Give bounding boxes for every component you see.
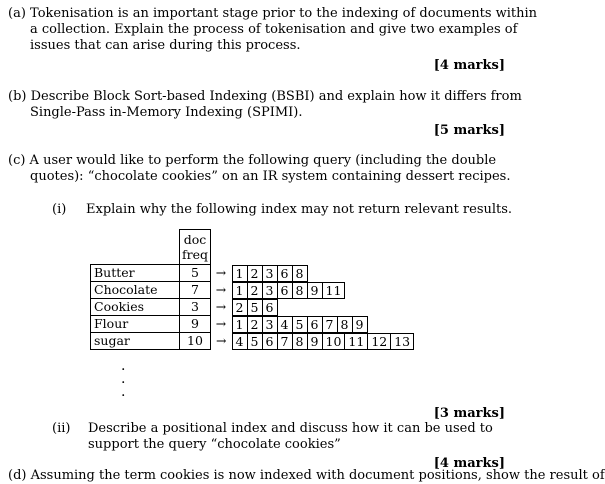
index-doc-freq: 10 (180, 333, 211, 350)
posting-doc-id: 1 (232, 316, 248, 333)
doc-freq-header (180, 230, 211, 265)
posting-doc-id: 2 (232, 299, 248, 316)
pointer-arrow-icon: → (215, 282, 227, 297)
postings-list-cell (232, 282, 415, 299)
part-a-line-1: (a) Tokenisation is an important stage prior to the indexing of documents within (8, 6, 538, 21)
part-b-marks: [5 marks] (433, 123, 505, 138)
index-header-row (91, 230, 415, 265)
postings-list (232, 265, 415, 282)
posting-doc-id: 3 (262, 316, 278, 333)
part-d-cut-off-line: (d) Assuming the term cookies is now indexed with document positions, show the result of (8, 468, 605, 483)
posting-doc-id: 1 (232, 282, 248, 299)
posting-doc-id: 13 (390, 333, 414, 350)
part-b-line-2: Single-Pass in-Memory Indexing (SPIMI). (30, 105, 303, 120)
postings-list (232, 282, 415, 299)
posting-doc-id: 8 (337, 316, 353, 333)
posting-doc-id: 6 (307, 316, 323, 333)
pointer-arrow-icon: → (215, 299, 227, 314)
index-term: Butter (91, 265, 180, 282)
part-a-line-2: a collection. Explain the process of tokenisation and give two examples of (30, 22, 518, 37)
posting-doc-id: 11 (322, 282, 346, 299)
posting-doc-id: 11 (344, 333, 368, 350)
index-doc-freq: 7 (180, 282, 211, 299)
sub-i-text: Explain why the following index may not return relevant results. (86, 202, 513, 217)
postings-list (232, 299, 415, 316)
index-term: Flour (91, 316, 180, 333)
posting-doc-id: 3 (262, 282, 278, 299)
pointer-arrow-icon: → (215, 316, 227, 331)
index-row-butter (91, 265, 415, 282)
posting-doc-id: 2 (247, 265, 263, 282)
posting-doc-id: 4 (232, 333, 248, 350)
postings-list (232, 333, 415, 350)
postings-list-cell (232, 316, 415, 333)
part-a-line-3: issues that can arise during this process. (30, 38, 301, 53)
continuation-dot-1: . (121, 358, 126, 374)
posting-doc-id: 2 (247, 282, 263, 299)
posting-doc-id: 3 (262, 265, 278, 282)
sub-ii-line-1: Describe a positional index and discuss how it can be used to (88, 421, 493, 436)
posting-doc-id: 8 (292, 333, 308, 350)
posting-doc-id: 7 (322, 316, 338, 333)
posting-doc-id: 7 (277, 333, 293, 350)
sub-ii-line-2: support the query “chocolate cookies” (88, 437, 341, 452)
postings-list (232, 316, 415, 333)
posting-doc-id: 12 (367, 333, 391, 350)
sub-ii-marks: [4 marks] (433, 456, 505, 471)
index-row-flour (91, 316, 415, 333)
doc-freq-header-line-1: doc (183, 232, 207, 247)
pointer-arrow-icon: → (216, 333, 227, 348)
index-row-sugar (91, 333, 415, 350)
part-c-line-2: quotes): “chocolate cookies” on an IR system containing dessert recipes. (30, 169, 511, 184)
part-b-line-1: (b) Describe Block Sort-based Indexing (BSBI) and explain how it differs from (8, 89, 522, 104)
posting-doc-id: 9 (352, 316, 368, 333)
postings-list-cell (232, 265, 415, 282)
index-term: Cookies (91, 299, 180, 316)
posting-doc-id: 5 (247, 333, 263, 350)
posting-doc-id: 8 (292, 282, 308, 299)
continuation-dot-3: . (121, 384, 126, 400)
sub-ii-label: (ii) (52, 421, 71, 436)
posting-doc-id: 9 (307, 333, 323, 350)
part-a-marks: [4 marks] (433, 58, 505, 73)
posting-doc-id: 2 (247, 316, 263, 333)
posting-doc-id: 10 (322, 333, 346, 350)
index-row-cookies (91, 299, 415, 316)
sub-i-label: (i) (52, 202, 67, 217)
posting-doc-id: 5 (292, 316, 308, 333)
index-doc-freq: 9 (180, 316, 211, 333)
posting-doc-id: 4 (277, 316, 293, 333)
continuation-dot-2: . (121, 371, 126, 387)
sub-i-marks: [3 marks] (433, 406, 505, 421)
posting-doc-id: 6 (262, 333, 278, 350)
posting-doc-id: 5 (247, 299, 263, 316)
posting-doc-id: 6 (262, 299, 278, 316)
index-doc-freq: 5 (180, 265, 211, 282)
posting-doc-id: 6 (277, 265, 293, 282)
posting-doc-id: 8 (292, 265, 308, 282)
posting-doc-id: 9 (307, 282, 323, 299)
index-term: sugar (91, 333, 180, 350)
index-row-chocolate (91, 282, 415, 299)
posting-doc-id: 1 (232, 265, 248, 282)
doc-freq-header-line-2: freq (182, 247, 209, 262)
index-term: Chocolate (91, 282, 180, 299)
posting-doc-id: 6 (277, 282, 293, 299)
inverted-index-table (90, 229, 415, 350)
postings-list-cell (232, 299, 415, 316)
index-doc-freq: 3 (180, 299, 211, 316)
postings-list-cell (232, 333, 415, 350)
pointer-arrow-icon: → (215, 265, 227, 280)
part-c-line-1: (c) A user would like to perform the following query (including the double (8, 153, 497, 168)
